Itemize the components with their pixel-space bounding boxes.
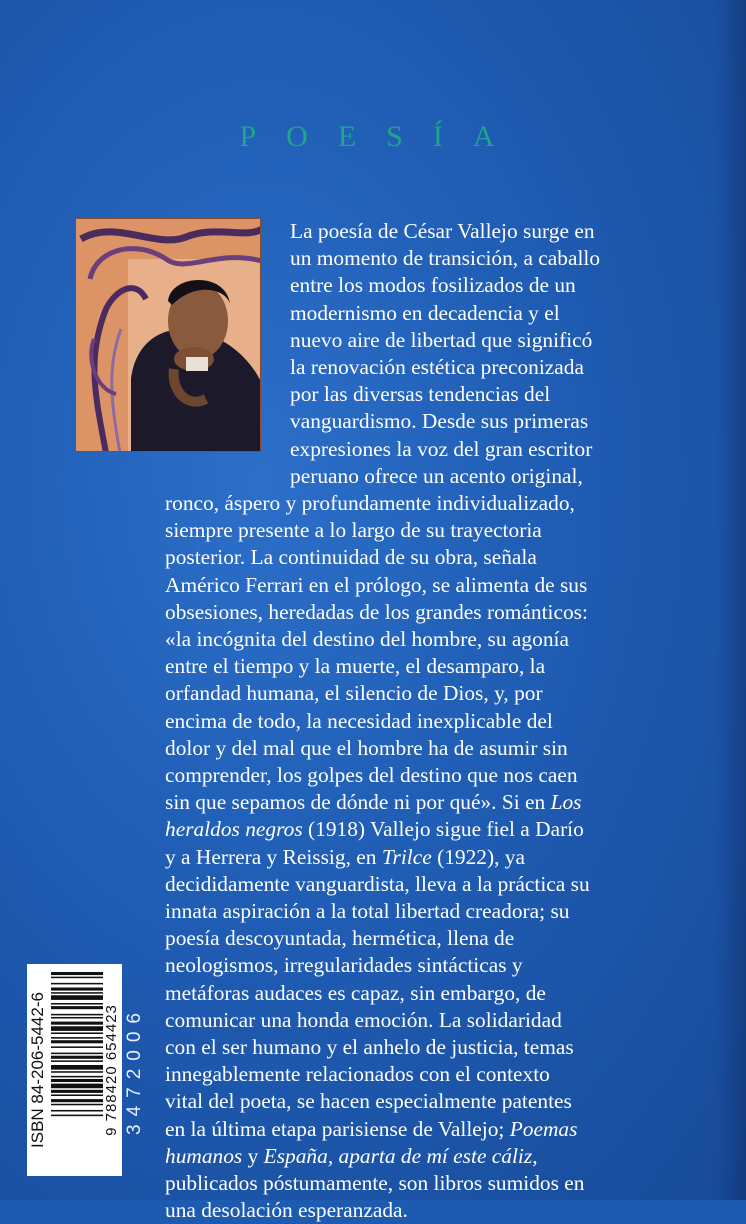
barcode-bar xyxy=(51,977,103,979)
text-run: la renovación estética preconizada xyxy=(290,355,584,379)
blurb-line xyxy=(165,980,546,1007)
italic-title: Poemas xyxy=(509,1116,578,1141)
barcode-bar xyxy=(51,1079,103,1082)
barcode-bar xyxy=(51,1014,103,1016)
blurb-line xyxy=(290,436,592,463)
text-run: publicados póstumamente, son libros sumidos en xyxy=(165,1171,585,1195)
barcode-bar xyxy=(51,983,103,985)
text-run: en la última etapa parisiense de Vallejo; xyxy=(165,1116,510,1141)
text-run: «la incógnita del destino del hombre, su agonía xyxy=(165,627,569,651)
blurb-line xyxy=(165,1061,550,1088)
text-run: (1918) Vallejo sigue fiel a Darío xyxy=(302,817,584,842)
barcode-bar xyxy=(51,988,103,991)
blurb-line xyxy=(165,572,587,599)
barcode-bar xyxy=(51,1022,103,1025)
text-run: por las diversas tendencias del xyxy=(290,382,551,407)
blurb-line xyxy=(165,898,569,925)
text-run: (1922), ya xyxy=(431,844,525,869)
text-run: obsesiones, heredadas de los grandes románticos: xyxy=(165,599,588,624)
barcode-bar xyxy=(51,1032,103,1034)
blurb-line xyxy=(165,1143,538,1170)
barcode-bar xyxy=(51,1090,103,1093)
text-run: peruano ofrece un acento original, xyxy=(290,463,583,488)
text-run: entre los modos fosilizados de un xyxy=(290,273,576,298)
barcode-bar xyxy=(51,1110,103,1112)
barcode-bar xyxy=(51,1076,103,1078)
text-run: modernismo en decadencia y el xyxy=(290,300,560,325)
text-run: comunicar una honda emoción. La solidaridad xyxy=(165,1007,562,1032)
text-run: La poesía de César Vallejo surge en xyxy=(290,219,595,243)
text-run: vital del poeta, se hacen especialmente patentes xyxy=(165,1089,572,1114)
blurb-line xyxy=(290,381,550,408)
blurb-line xyxy=(165,626,569,653)
barcode-bar xyxy=(51,1094,103,1096)
barcode-bar xyxy=(51,1060,103,1062)
blurb-line xyxy=(165,925,514,952)
side-code: 3472006 xyxy=(124,1005,145,1135)
blurb-line xyxy=(290,245,600,272)
text-run: orfandad humana, el silencio de Dios, y, por xyxy=(165,681,543,706)
blurb-line xyxy=(290,408,588,435)
text-run: entre el tiempo y la muerte, el desamparo, la xyxy=(165,654,546,679)
barcode-bar xyxy=(51,1046,103,1048)
isbn-barcode xyxy=(27,964,122,1176)
text-run: poesía descoyuntada, hermética, llena de xyxy=(165,926,515,951)
blurb-line xyxy=(165,871,590,898)
barcode-bars xyxy=(51,970,103,1170)
text-run: vanguardismo. Desde sus primeras xyxy=(290,409,589,434)
text-run: Américo Ferrari en el prólogo, se alimenta de sus xyxy=(165,572,588,597)
text-run: decididamente vanguardista, lleva a la práctica su xyxy=(165,871,590,896)
italic-title: heraldos negros xyxy=(165,817,303,842)
blurb-line xyxy=(165,1007,562,1034)
barcode-bar xyxy=(51,1099,103,1102)
barcode-bar xyxy=(51,1053,103,1055)
blurb-line xyxy=(165,680,543,707)
barcode-bar xyxy=(51,1017,103,1019)
text-run: innata aspiración a la total libertad creadora; su xyxy=(165,899,570,923)
blurb-line xyxy=(165,952,523,979)
text-run: ronco, áspero y profundamente individualizado, xyxy=(165,491,575,515)
text-run: y a Herrera y Reissig, en xyxy=(165,844,382,869)
blurb-line xyxy=(290,463,583,490)
barcode-bar xyxy=(51,1040,103,1043)
italic-title: Los xyxy=(550,790,582,815)
blurb-line xyxy=(165,1034,574,1061)
blurb-line xyxy=(290,218,595,245)
barcode-bar xyxy=(51,1071,103,1073)
barcode-bar xyxy=(51,972,103,975)
text-run: y xyxy=(242,1143,264,1168)
blurb-line xyxy=(290,300,560,327)
blurb-line xyxy=(165,1116,577,1143)
blurb-line xyxy=(165,599,588,626)
barcode-bar xyxy=(51,995,103,1000)
blurb-line xyxy=(165,517,542,544)
blurb-line xyxy=(290,327,592,354)
barcode-bar xyxy=(51,1037,103,1039)
barcode-bar xyxy=(51,1003,103,1005)
blurb-line xyxy=(290,272,576,299)
text-run: sin que sepamos de dónde ni por qué». Si en xyxy=(165,790,551,815)
text-run: con el ser humano y el anhelo de justicia, temas xyxy=(165,1035,574,1059)
barcode-bar xyxy=(51,1026,103,1031)
text-run: siempre presente a lo largo de su trayectoria xyxy=(165,518,542,543)
blurb-line xyxy=(165,544,537,571)
series-title: POESÍA xyxy=(239,120,525,153)
isbn-label: ISBN 84-206-5442-6 xyxy=(28,992,47,1148)
ean-digits: 9 788420 654423 xyxy=(103,1004,120,1136)
barcode-bar xyxy=(51,1104,103,1106)
italic-title: Trilce xyxy=(381,844,432,869)
barcode-bar xyxy=(51,992,103,994)
italic-title: España, aparta de mí este cáliz xyxy=(263,1143,533,1168)
barcode-bar xyxy=(51,1006,103,1009)
text-run: comprender, los golpes del destino que nos caen xyxy=(165,763,578,787)
text-run: , xyxy=(532,1143,538,1168)
barcode-bar xyxy=(51,1115,103,1117)
blurb-line xyxy=(165,789,582,816)
blurb-line xyxy=(165,1088,572,1115)
blurb-line xyxy=(165,490,575,517)
blurb-line xyxy=(165,735,568,762)
barcode-bar xyxy=(51,1084,103,1089)
barcode-bar xyxy=(51,1056,103,1059)
text-run: posterior. La continuidad de su obra, señala xyxy=(165,545,537,570)
text-run: metáforas audaces es capaz, sin embargo, de xyxy=(165,980,546,1005)
blurb-line xyxy=(165,708,553,735)
text-run: innegablemente relacionados con el contexto xyxy=(165,1062,550,1087)
blurb-line xyxy=(165,816,584,843)
italic-title: humanos xyxy=(165,1143,243,1168)
blurb-line xyxy=(165,1170,584,1197)
blurb-line xyxy=(165,844,525,871)
text-run: dolor y del mal que el hombre ha de asumir sin xyxy=(165,735,568,760)
blurb-line xyxy=(290,354,584,381)
blurb-line xyxy=(165,762,578,789)
barcode-bar xyxy=(51,1065,103,1070)
text-run: neologismos, irregularidades sintácticas y xyxy=(165,953,523,978)
text-run: un momento de transición, a caballo xyxy=(290,246,601,271)
text-run: encima de todo, la necesidad inexplicable del xyxy=(165,708,553,733)
text-run: nuevo aire de libertad que significó xyxy=(290,327,593,352)
blurb-line xyxy=(165,653,545,680)
text-run: expresiones la voz del gran escritor xyxy=(290,436,593,461)
text-run: una desolación esperanzada. xyxy=(165,1198,408,1223)
blurb-line xyxy=(165,1197,408,1224)
